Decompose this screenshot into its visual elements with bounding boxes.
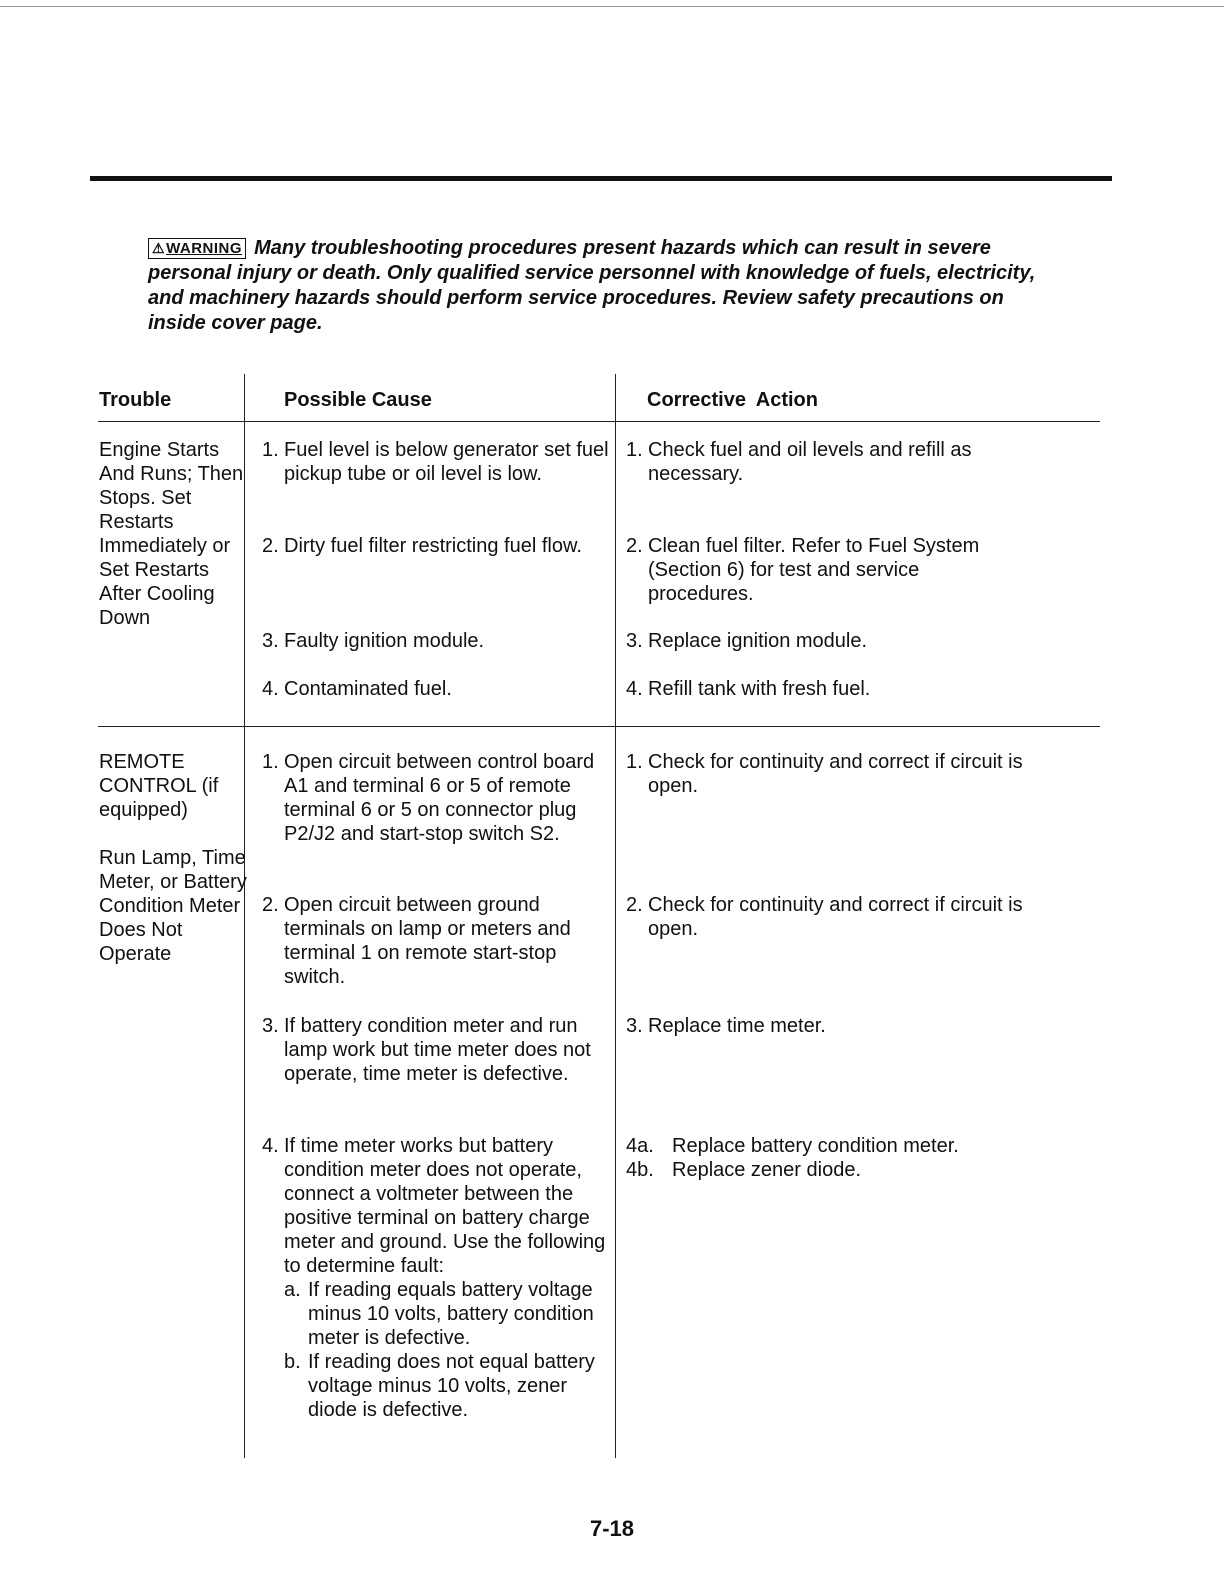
action-item (626, 750, 1026, 798)
cause-number: 4. (262, 1135, 279, 1157)
table-divider-cause-action (615, 374, 616, 1458)
cause-text: Open circuit between ground terminals on lamp or meters and terminal 1 on remote start-stop switch. (284, 894, 571, 988)
warning-triangle-icon: ⚠ (152, 240, 166, 256)
action-item-4b (626, 1158, 1026, 1182)
action-1-3 (626, 629, 1026, 653)
warning-text: Many troubleshooting procedures present hazards which can result in severe personal injury or death. Only qualified service personnel with knowledge of fuels, electricity, and machinery hazards should perform service procedures. Review safety precautions on inside cover page. (148, 237, 1036, 334)
action-item-4a (626, 1134, 1026, 1158)
table-header-rule (98, 421, 1100, 422)
cause-number: 1. (262, 439, 279, 461)
action-text: Clean fuel filter. Refer to Fuel System (Section 6) for test and service procedures. (648, 535, 980, 605)
action-number: 3. (626, 1015, 643, 1037)
subitem-text: If reading does not equal battery voltage minus 10 volts, zener diode is defective. (308, 1351, 595, 1421)
action-text: Check for continuity and correct if circuit is open. (648, 894, 1023, 940)
cause-2-1 (262, 750, 612, 846)
cause-number: 3. (262, 630, 279, 652)
page-number: 7-18 (589, 1516, 635, 1541)
action-text: Replace ignition module. (648, 630, 868, 652)
cause-text: Fuel level is below generator set fuel pickup tube or oil level is low. (284, 439, 609, 485)
subitem-letter: b. (284, 1351, 301, 1373)
cause-text: Open circuit between control board A1 and terminal 6 or 5 of remote terminal 6 or 5 on connector plug P2/J2 and start-stop switch S2. (284, 751, 595, 845)
cause-number: 1. (262, 751, 279, 773)
trouble-text: Run Lamp, Time Meter, or Battery Condition Meter Does Not Operate (99, 847, 247, 965)
trouble-text: Engine Starts And Runs; Then Stops. Set Restarts Immediately or Set Restarts After Cooling Down (99, 439, 244, 629)
header-possible-cause: Possible Cause (284, 389, 432, 411)
warning-badge (148, 238, 246, 259)
cause-item (262, 750, 612, 846)
action-1-2 (626, 534, 1026, 606)
action-number: 4. (626, 678, 643, 700)
action-2-2 (626, 893, 1026, 941)
warning-block (148, 236, 1060, 336)
cause-text: Contaminated fuel. (284, 678, 452, 700)
subitem-text: If reading equals battery voltage minus 10 volts, battery condition meter is defective. (308, 1279, 594, 1349)
action-1-1 (626, 438, 1026, 486)
subitem-letter: a. (284, 1279, 301, 1301)
header-rule (90, 176, 1112, 181)
cause-2-2 (262, 893, 612, 989)
action-item (626, 534, 1026, 606)
action-number: 4a. (626, 1135, 654, 1157)
action-number: 2. (626, 894, 643, 916)
header-corrective-action: Corrective Action (647, 389, 818, 411)
cause-text: If battery condition meter and run lamp work but time meter does not operate, time meter is defective. (284, 1015, 591, 1085)
cause-number: 2. (262, 894, 279, 916)
warning-badge-label: WARNING (166, 240, 243, 257)
cause-item (262, 534, 612, 558)
trouble-engine-stops (99, 438, 247, 630)
action-number: 1. (626, 751, 643, 773)
cause-text: Faulty ignition module. (284, 630, 485, 652)
cause-item (262, 1134, 612, 1422)
cause-item (262, 629, 612, 653)
trouble-remote-control (99, 750, 247, 966)
action-number: 3. (626, 630, 643, 652)
cause-1-1 (262, 438, 612, 486)
action-item (626, 677, 1026, 701)
action-item (626, 893, 1026, 941)
cause-subitem-a (284, 1278, 612, 1350)
cause-item (262, 1014, 612, 1086)
action-1-4 (626, 677, 1026, 701)
action-text: Check fuel and oil levels and refill as necessary. (648, 439, 972, 485)
action-text: Check for continuity and correct if circuit is open. (648, 751, 1023, 797)
action-2-3 (626, 1014, 1026, 1038)
cause-item (262, 677, 612, 701)
cause-1-2 (262, 534, 612, 558)
action-item (626, 629, 1026, 653)
cause-subitem-b (284, 1350, 612, 1422)
cause-2-4 (262, 1134, 612, 1422)
table-section-rule (98, 726, 1100, 727)
header-trouble: Trouble (99, 389, 172, 411)
action-item (626, 1014, 1026, 1038)
top-edge-rule (0, 6, 1224, 7)
cause-text: If time meter works but battery condition meter does not operate, connect a voltmeter between the positive terminal on battery charge meter and ground. Use the following to determine fault: (284, 1135, 606, 1277)
action-number: 4b. (626, 1159, 654, 1181)
action-text: Replace battery condition meter. (672, 1135, 959, 1157)
action-number: 1. (626, 439, 643, 461)
cause-item (262, 438, 612, 486)
cause-number: 2. (262, 535, 279, 557)
cause-item (262, 893, 612, 989)
cause-1-3 (262, 629, 612, 653)
action-2-1 (626, 750, 1026, 798)
cause-text: Dirty fuel filter restricting fuel flow. (284, 535, 582, 557)
cause-2-3 (262, 1014, 612, 1086)
cause-1-4 (262, 677, 612, 701)
action-text: Refill tank with fresh fuel. (648, 678, 871, 700)
action-number: 2. (626, 535, 643, 557)
action-text: Replace time meter. (648, 1015, 826, 1037)
cause-number: 3. (262, 1015, 279, 1037)
action-2-4 (626, 1134, 1026, 1182)
cause-number: 4. (262, 678, 279, 700)
action-item (626, 438, 1026, 486)
trouble-text: REMOTE CONTROL (if equipped) (99, 751, 219, 821)
action-text: Replace zener diode. (672, 1159, 862, 1181)
